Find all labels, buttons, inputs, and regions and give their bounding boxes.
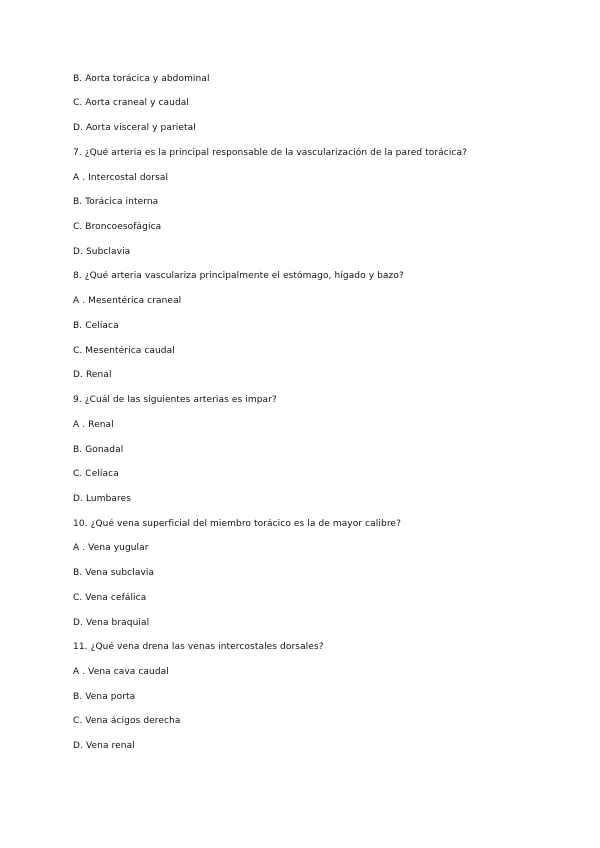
option-b-q10: B. Vena subclavia <box>73 568 155 578</box>
option-b-q9: B. Gonadal <box>73 445 124 455</box>
option-a-q10: A . Vena yugular <box>73 543 149 553</box>
option-d-q11: D. Vena renal <box>73 741 135 751</box>
option-b-q6: B. Aorta torácica y abdominal <box>73 74 210 84</box>
question-9: 9. ¿Cuál de las siguientes arterias es impar? <box>73 395 277 405</box>
option-d-q6: D. Aorta visceral y parietal <box>73 123 196 133</box>
option-a-q11: A . Vena cava caudal <box>73 667 169 677</box>
question-11: 11. ¿Qué vena drena las venas intercostales dorsales? <box>73 642 324 652</box>
option-c-q9: C. Celíaca <box>73 469 119 479</box>
question-7: 7. ¿Qué arteria es la principal responsable de la vascularización de la pared torácica? <box>73 148 467 158</box>
option-a-q7: A . Intercostal dorsal <box>73 173 169 183</box>
option-d-q7: D. Subclavia <box>73 247 131 257</box>
option-c-q8: C. Mesentérica caudal <box>73 346 175 356</box>
question-8: 8. ¿Qué arteria vasculariza principalmente el estómago, hígado y bazo? <box>73 271 404 281</box>
option-d-q9: D. Lumbares <box>73 494 132 504</box>
option-d-q8: D. Renal <box>73 370 112 380</box>
option-a-q9: A . Renal <box>73 420 114 430</box>
option-a-q8: A . Mesentérica craneal <box>73 296 182 306</box>
option-c-q6: C. Aorta craneal y caudal <box>73 98 189 108</box>
option-b-q11: B. Vena porta <box>73 692 136 702</box>
option-c-q11: C. Vena ácigos derecha <box>73 716 181 726</box>
option-b-q7: B. Torácica interna <box>73 197 159 207</box>
option-c-q7: C. Broncoesofágica <box>73 222 162 232</box>
option-b-q8: B. Celíaca <box>73 321 119 331</box>
question-10: 10. ¿Qué vena superficial del miembro torácico es la de mayor calibre? <box>73 519 401 529</box>
option-d-q10: D. Vena braquial <box>73 618 150 628</box>
option-c-q10: C. Vena cefálica <box>73 593 147 603</box>
